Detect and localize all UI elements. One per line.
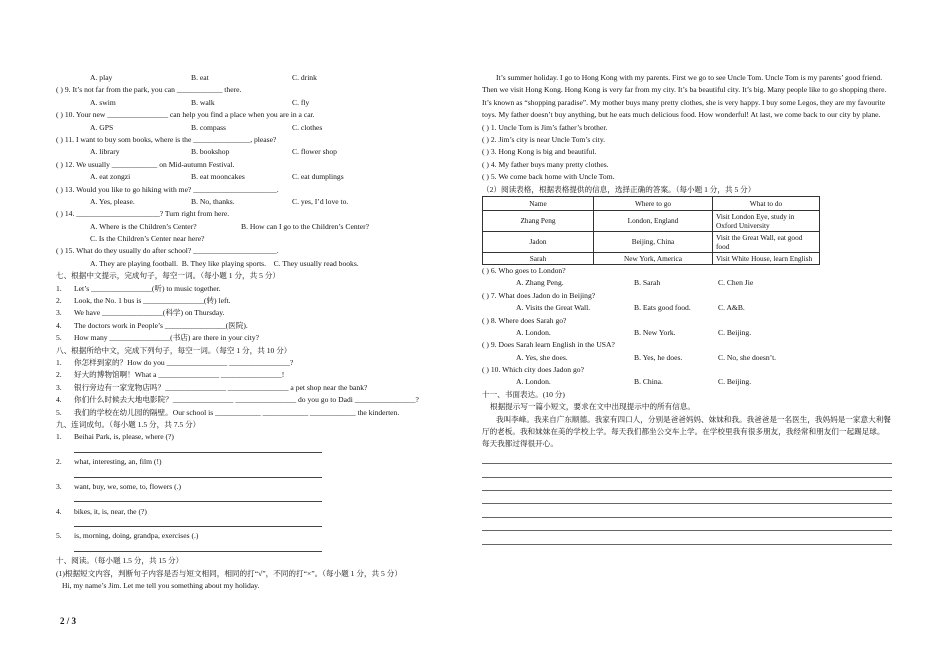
sec9-item: 2. what, interesting, an, film (!) xyxy=(56,457,162,467)
section-7-title: 七、根据中文提示，完成句子，每空一词。（每小题 1 分，共 5 分） xyxy=(56,271,281,281)
sec8-item: 4. 你们什么时候去大地电影院？________________ ________________ do you go to Dadi ________________? xyxy=(56,395,419,405)
tf-item: ( ) 2. Jim’s city is near Uncle Tom’s city. xyxy=(482,135,606,145)
question-9: ( ) 9. It’s not far from the park, you can ____________ there. xyxy=(56,85,242,95)
answer-line[interactable] xyxy=(56,493,466,505)
question-10: ( ) 10. Your new ________________ can help you find a place when you are in a car. xyxy=(56,110,315,120)
mc-options: A. Visits the Great Wall. B. Eats good food. C. A&B. xyxy=(516,303,745,313)
page-number: 2 / 3 xyxy=(60,616,77,626)
section-10-subtitle: (1)根据短文内容，判断句子内容是否与短文相同，相同的打“√”，不同的打“×”。（每小题 1 分，共 5 分） xyxy=(56,568,402,578)
info-table xyxy=(482,196,820,265)
q12-options: A. eat zongzi B. eat mooncakes C. eat dumplings xyxy=(90,172,344,182)
sec7-item: 3. We have ________________(科学) on Thursday. xyxy=(56,308,225,318)
answer-line[interactable] xyxy=(56,444,466,456)
writing-prompt: 我叫李峰。我来自广东顺德。我家有四口人，分别是爸爸妈妈、妹妹和我。我爸爸是一名医生，我妈妈是一家意大利餐厅的老板。我和妹妹在美的学校上学。每天我们都坐公交车上学。在学校里我有很多朋友，我经常和朋友们一起踢足球。每天我都过得很开心。 xyxy=(482,414,891,449)
left-column xyxy=(56,72,466,592)
sec7-item: 1. Let’s ________________(听) to music together. xyxy=(56,283,221,293)
sec9-item: 4. bikes, it, is, near, the (?) xyxy=(56,506,147,516)
question-13: ( ) 13. Would you like to go hiking with me? ______________________. xyxy=(56,184,279,194)
option: B. eat xyxy=(191,73,209,82)
answer-line[interactable] xyxy=(56,543,466,555)
answer-line[interactable] xyxy=(56,518,466,530)
question-12: ( ) 12. We usually ____________ on Mid-autumn Festival. xyxy=(56,159,235,169)
sec9-item: 3. want, buy, we, some, to, flowers (.) xyxy=(56,481,182,491)
q13-options: A. Yes, please. B. No, thanks. C. yes, I’d love to. xyxy=(90,196,349,206)
mc-options: A. London. B. New York. C. Beijing. xyxy=(516,327,752,337)
sec8-item: 1. 你怎样到家的？How do you ________________ ________________? xyxy=(56,357,294,367)
section-10-title: 十、阅读。（每小题 1.5 分，共 15 分） xyxy=(56,556,184,566)
writing-line[interactable] xyxy=(482,478,892,491)
q15-options: A. They are playing football. B. They like playing sports. C. They usually read books. xyxy=(90,258,359,268)
q14-options-2: C. Is the Children’s Center near here? xyxy=(90,234,205,244)
answer-line[interactable] xyxy=(56,469,466,481)
question-15: ( ) 15. What do they usually do after school? ______________________. xyxy=(56,246,279,256)
q8-options xyxy=(56,72,466,84)
sec8-item: 3. 银行旁边有一家宠物店吗？________________ ________________ a pet shop near the bank? xyxy=(56,382,368,392)
question-11: ( ) 11. I want to buy som books, where is the _______________, please? xyxy=(56,134,277,144)
q11-options: A. library B. bookshop C. flower shop xyxy=(90,147,337,157)
passage-start: Hi, my name’s Jim. Let me tell you something about my holiday. xyxy=(62,581,260,591)
section-9-title: 九、连词成句。（每小题 1.5 分，共 7.5 分） xyxy=(56,419,201,429)
option: A. play xyxy=(90,73,113,82)
q10-options: A. GPS B. compass C. clothes xyxy=(90,122,323,132)
sec8-item: 5. 我们的学校在幼儿园的隔壁。Our school is ____________ ____________ ____________ the kinderten. xyxy=(56,407,400,417)
table-row: Zhang Peng London, England Visit London Eye, study in Oxford University xyxy=(483,210,820,231)
table-header-row: Name Where to go What to do xyxy=(483,196,820,210)
reading-passage: It’s summer holiday. I go to Hong Kong with my parents. First we go to see Uncle Tom. Uncle Tom is my parents’ good friend. Then we visit Hong Kong. Hong Kong is very far from my city. It’s ba beautiful city. It’s big. Many people like to go shopping there. It’s known as “shopping paradise”. My mother buys many pretty clothes, she is very happy. I buy some Legos, they are my favourite toys. My father doesn’t buy anything, but he eats much delicious food. How wonderful! At last, we come back to our city by plane. xyxy=(482,73,887,120)
mc-options: A. London. B. China. C. Beijing. xyxy=(516,377,752,387)
writing-line[interactable] xyxy=(482,464,892,477)
table-row: Sarah New York, America Visit White House, learn English xyxy=(483,252,820,264)
mc-question: ( ) 6. Who goes to London? xyxy=(482,265,566,275)
section-11-title: 十一、书面表达。(10 分) xyxy=(482,389,565,399)
right-column xyxy=(482,72,892,545)
section-8-title: 八、根据所给中文，完成下列句子，每空一词。（每空 1 分，共 10 分） xyxy=(56,345,292,355)
mc-question: ( ) 8. Where does Sarah go? xyxy=(482,315,567,325)
question-14: ( ) 14. ______________________? Turn right from here. xyxy=(56,209,230,219)
table-row: Jadon Beijing, China Visit the Great Wall, eat good food xyxy=(483,231,820,252)
mc-question: ( ) 9. Does Sarah learn English in the USA? xyxy=(482,340,615,350)
option: C. drink xyxy=(292,73,317,82)
writing-line[interactable] xyxy=(482,518,892,531)
mc-question: ( ) 7. What does Jadon do in Beijing? xyxy=(482,290,596,300)
tf-item: ( ) 4. My father buys many pretty clothes. xyxy=(482,159,609,169)
writing-line[interactable] xyxy=(482,531,892,544)
mc-question: ( ) 10. Which city does Jadon go? xyxy=(482,365,584,375)
writing-line[interactable] xyxy=(482,491,892,504)
sec8-item: 2. 好大的博物馆啊！What a ________________ ________________! xyxy=(56,370,285,380)
reading-part-2-title: （2）阅读表格，根据表格提供的信息，选择正确的答案。（每小题 1 分，共 5 分） xyxy=(482,184,756,194)
q9-options: A. swim B. walk C. fly xyxy=(90,97,310,107)
q14-options: A. Where is the Children’s Center? B. How can I go to the Children’s Center? xyxy=(90,221,370,231)
tf-item: ( ) 1. Uncle Tom is Jim’s father’s brother. xyxy=(482,122,608,132)
tf-item: ( ) 3. Hong Kong is big and beautiful. xyxy=(482,147,597,157)
writing-line[interactable] xyxy=(482,451,892,464)
sec7-item: 4. The doctors work in People’s ________________(医院). xyxy=(56,320,248,330)
sec9-item: 5. is, morning, doing, grandpa, exercises (.) xyxy=(56,531,199,541)
mc-options: A. Yes, she does. B. Yes, he does. C. No, she doesn’t. xyxy=(516,352,777,362)
writing-line[interactable] xyxy=(482,504,892,517)
sec7-item: 2. Look, the No. 1 bus is ________________(转) left. xyxy=(56,296,231,306)
mc-options: A. Zhang Peng. B. Sarah C. Chen Jie xyxy=(516,278,754,288)
tf-item: ( ) 5. We come back home with Uncle Tom. xyxy=(482,172,615,182)
sec9-item: 1. Beihai Park, is, please, where (?) xyxy=(56,432,174,442)
sec7-item: 5. How many ________________(书店) are there in your city? xyxy=(56,333,259,343)
writing-area[interactable] xyxy=(482,451,892,545)
section-11-instruction: 根据提示写一篇小短文，要求在文中出现提示中的所有信息。 xyxy=(490,402,696,412)
